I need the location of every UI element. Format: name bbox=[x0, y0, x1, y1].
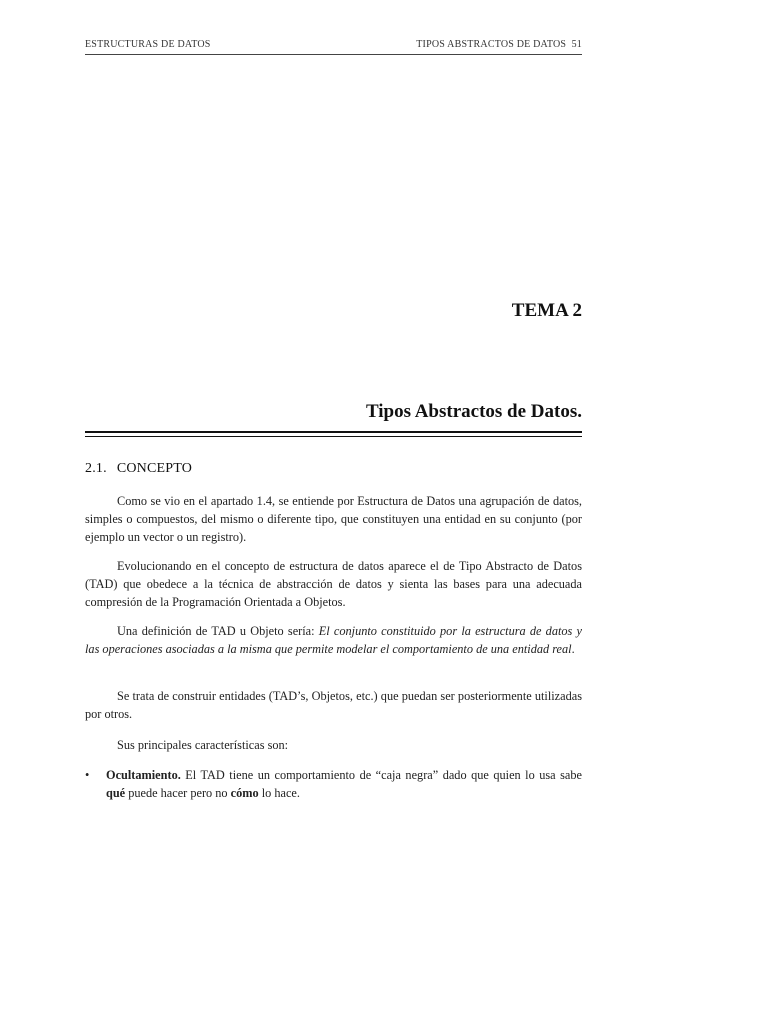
paragraph-3 bbox=[85, 622, 582, 658]
paragraph-3-lead: Una definición de TAD u Objeto sería: bbox=[117, 624, 319, 638]
title-double-rule bbox=[85, 431, 582, 437]
bullet-bold-que: qué bbox=[106, 786, 126, 800]
page-number: 51 bbox=[571, 39, 582, 50]
running-header bbox=[85, 39, 582, 55]
section-title: CONCEPTO bbox=[116, 461, 193, 476]
bullet-marker: • bbox=[85, 768, 90, 782]
header-book-title: ESTRUCTURAS DE DATOS bbox=[85, 39, 211, 50]
paragraph-4: Se trata de construir entidades (TAD’s, Objetos, etc.) que puedan ser posteriormente utilizadas por otros. bbox=[85, 689, 582, 721]
bullet-text-b: puede hacer pero no bbox=[125, 786, 231, 800]
paragraph-3-end: . bbox=[571, 642, 575, 656]
chapter-title: Tipos Abstractos de Datos. bbox=[365, 401, 582, 422]
section-number: 2.1. bbox=[85, 461, 107, 476]
chapter-label: TEMA 2 bbox=[511, 300, 582, 321]
bullet-term: Ocultamiento. bbox=[106, 768, 181, 782]
section-heading bbox=[85, 461, 192, 477]
bullet-text-a: El TAD tiene un comportamiento de “caja negra” dado que quien lo usa sabe bbox=[180, 768, 582, 782]
bullet-text-c: lo hace. bbox=[258, 786, 300, 800]
bullet-item-ocultamiento bbox=[85, 766, 582, 802]
paragraph-1: Como se vio en el apartado 1.4, se entiende por Estructura de Datos una agrupación de datos, simples o compuestos, del mismo o diferente tipo, que constituyen una entidad en su conjunto (por ejemplo un vector o un registro). bbox=[85, 494, 582, 544]
paragraph-5: Sus principales características son: bbox=[117, 738, 289, 752]
header-rule bbox=[85, 54, 582, 55]
paragraph-2: Evolucionando en el concepto de estructura de datos aparece el de Tipo Abstracto de Datos (TAD) que obedece a la técnica de abstracción de datos y sienta las bases para una adecuada compresión de la Programación Orientada a Objetos. bbox=[85, 559, 582, 609]
bullet-text bbox=[106, 766, 582, 802]
bullet-bold-como: cómo bbox=[230, 786, 259, 800]
paragraph-3-definition: El conjunto constituido por la estructura de datos y las operaciones asociadas a la misma que permite modelar el comportamiento de una entidad real bbox=[85, 624, 582, 656]
header-chapter-title: TIPOS ABSTRACTOS DE DATOS bbox=[416, 39, 567, 50]
header-chapter-and-page bbox=[416, 39, 582, 50]
